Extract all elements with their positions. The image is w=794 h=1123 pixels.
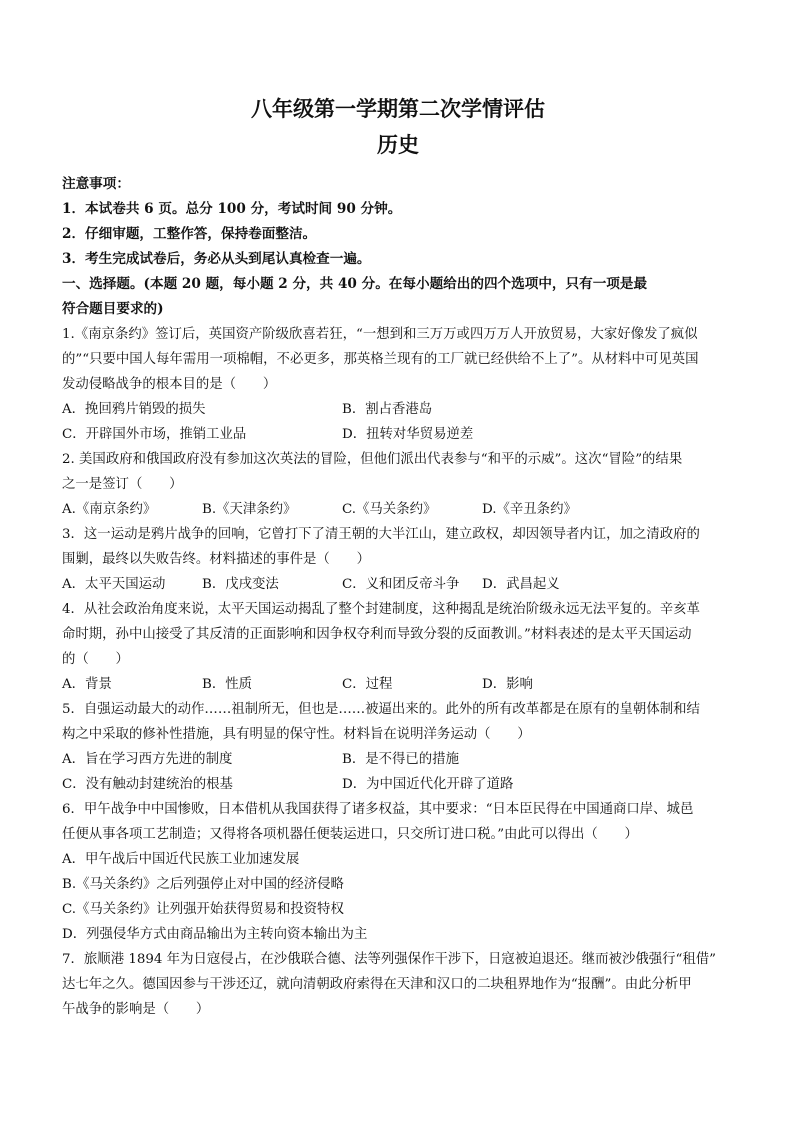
section-heading: 符合题目要求的) [62,301,164,317]
option-d[interactable]: D．武昌起义 [482,577,560,592]
question-6 [62,797,734,947]
option-b[interactable]: B．戊戌变法 [202,577,279,592]
notes-heading: 注意事项： [62,176,130,192]
question-stem: 的”“只要中国人每年需用一项棉帽，不必更多，那英格兰现有的工厂就已经供给不上了”。从材料中可见英国 [62,352,699,367]
question-stem: 3．这一运动是鸦片战争的回响，它曾打下了清王朝的大半江山，建立政权，却因领导者内讧，加之清政府的 [62,527,700,542]
option-d[interactable]: D．列强侵华方式由商品输出为主转向资本输出为主 [62,927,368,942]
option-c[interactable]: C.《马关条约》 [342,502,437,517]
option-d[interactable]: D．扭转对华贸易逆差 [342,427,474,442]
question-stem: 之一是签订（ ） [62,477,183,492]
option-c[interactable]: C.《马关条约》让列强开始获得贸易和投资特权 [62,902,344,917]
question-stem: 围剿，最终以失败告终。材料描述的事件是（ ） [62,552,370,567]
option-b[interactable]: B．性质 [202,677,253,692]
option-a[interactable]: A．太平天国运动 [62,577,166,592]
exam-subject: 历史 [377,132,419,157]
option-b[interactable]: B.《天津条约》 [202,502,297,517]
question-5 [62,697,734,797]
option-a[interactable]: A．背景 [62,677,112,692]
option-b[interactable]: B.《马关条约》之后列强停止对中国的经济侵略 [62,877,344,892]
question-stem: 6．甲午战争中中国惨败，日本借机从我国获得了诸多权益，其中要求：“日本臣民得在中国通商口岸、城邑 [62,802,694,817]
option-c[interactable]: C．没有触动封建统治的根基 [62,777,233,792]
question-stem: 构之中采取的修补性措施，具有明显的保守性。材料旨在说明洋务运动（ ） [62,727,531,742]
option-c[interactable]: C．过程 [342,677,393,692]
question-stem: 2. 美国政府和俄国政府没有参加这次英法的冒险，但他们派出代表参与“和平的示威”。这次“冒险”的结果 [62,452,683,467]
question-1 [62,322,734,447]
option-d[interactable]: D．为中国近代化开辟了道路 [342,777,514,792]
notes-item: 1．本试卷共 6 页。总分 100 分，考试时间 90 分钟。 [62,201,402,217]
question-stem: 发动侵略战争的根本目的是（ ） [62,377,277,392]
question-stem: 1.《南京条约》签订后，英国资产阶级欣喜若狂，“一想到和三万万或四万万人开放贸易，大家好像发了疯似 [62,327,698,342]
notes-item: 3．考生完成试卷后，务必从头到尾认真检查一遍。 [62,251,371,267]
question-3 [62,522,734,597]
section-heading: 一、选择题。(本题 20 题，每小题 2 分，共 40 分。在每小题给出的四个选项中，只有一项是最 [62,276,648,292]
exam-title: 八年级第一学期第二次学情评估 [251,96,545,121]
option-a[interactable]: A．挽回鸦片销毁的损失 [62,402,206,417]
question-4 [62,597,734,697]
option-a[interactable]: A．甲午战后中国近代民族工业加速发展 [62,852,300,867]
question-2 [62,447,734,522]
question-stem: 任便从事各项工艺制造；又得将各项机器任便装运进口，只交所订进口税。”由此可以得出（ ） [62,827,638,842]
question-stem: 7．旅顺港 1894 年为日寇侵占，在沙俄联合德、法等列强保作干涉下，日寇被迫退还。继而被沙俄强行“租借” [62,952,716,967]
question-stem: 5．自强运动最大的动作……祖制所无，但也是……被逼出来的。此外的所有改革都是在原有的皇朝体制和结 [62,702,700,717]
option-b[interactable]: B．割占香港岛 [342,402,433,417]
notes-item: 2．仔细审题，工整作答，保持卷面整洁。 [62,226,317,242]
question-stem: 命时期，孙中山接受了其反清的正面影响和因争权夺利而导致分裂的反面教训。”材料表述的是太平天国运动 [62,627,692,642]
question-7 [62,947,734,1022]
question-stem: 达七年之久。德国因参与干涉还辽，就向清朝政府索得在天津和汉口的二块租界地作为“报酬”。由此分析甲 [62,977,692,992]
option-c[interactable]: C．开辟国外市场，推销工业品 [62,427,247,442]
question-stem: 午战争的影响是（ ） [62,1002,210,1017]
option-d[interactable]: D．影响 [482,677,533,692]
question-stem: 4．从社会政治角度来说，太平天国运动揭乱了整个封建制度，这种揭乱是统治阶级永远无法平复的。辛亥革 [62,602,700,617]
option-b[interactable]: B．是不得已的措施 [342,752,459,767]
question-stem: 的（ ） [62,652,129,667]
option-d[interactable]: D.《辛丑条约》 [482,502,577,517]
exam-page [62,92,734,1022]
option-a[interactable]: A．旨在学习西方先进的制度 [62,752,233,767]
option-c[interactable]: C．义和团反帝斗争 [342,577,460,592]
option-a[interactable]: A.《南京条约》 [62,502,157,517]
